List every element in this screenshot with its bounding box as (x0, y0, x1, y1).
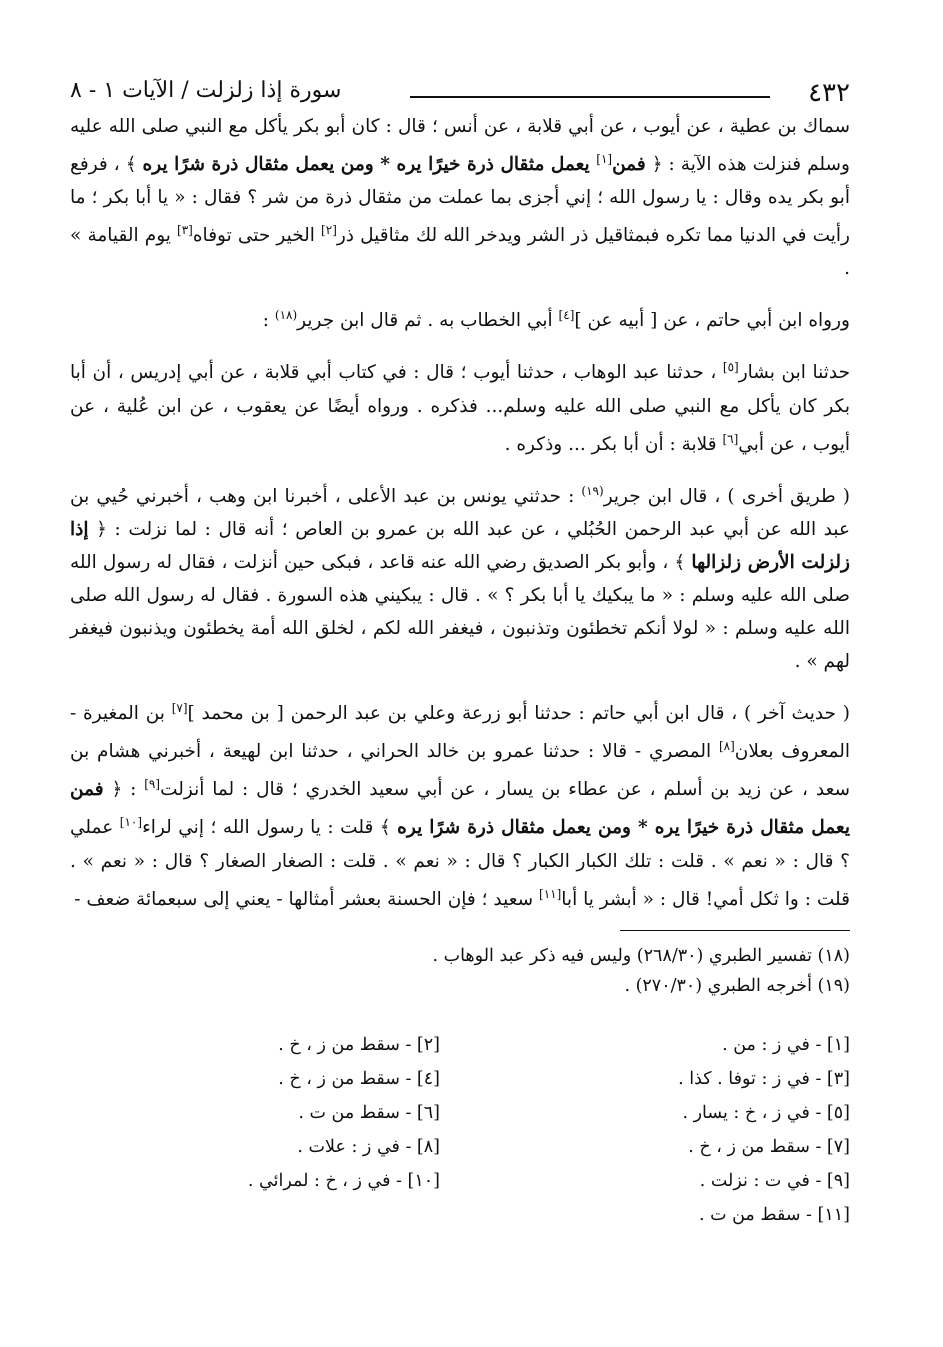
page-number: ٤٣٢ (808, 78, 850, 108)
text-run: أبي الخطاب به . ثم قال ابن جرير (297, 310, 559, 332)
text-run: ﴾ ، فرفع أبو بكر يده وقال : يا رسول الله ؛ إني أجزى بما عملت من مثقال ذرة من شر ؟ فقال : « يا أبا بكر ؛ ما رأيت في الدنيا مما تكره فبمثاقيل ذر الشر ويدخر الله لك مثاقيل ذر (70, 154, 850, 247)
text-run: سعيد ؛ فإن الحسنة بعشر أمثالها - يعني إلى سبعمائة ضعف - (74, 888, 540, 910)
note-marker: [٢] (321, 223, 337, 238)
note-marker: (١٩) (581, 483, 604, 498)
text-run: : ﴿ (103, 779, 145, 801)
paragraph (70, 475, 850, 678)
text-run: قلابة : أن أبا بكر ... وذكره . (504, 433, 723, 455)
note-marker: [٨] (718, 739, 735, 754)
note-marker: [٣] (177, 223, 193, 238)
note-marker: [٩] (144, 777, 161, 792)
text-run: بن المغيرة - المعروف بعلان (70, 703, 850, 763)
variant-note: [٦] - سقط من ت . (298, 1102, 440, 1123)
note-marker: [١] (596, 152, 613, 166)
text-run: ، حدثنا عبد الوهاب ، حدثنا أيوب ؛ قال : في كتاب أبي قلابة ، عن أبي إدريس ، أن أبا بكر كان يأكل مع النبي صلى الله عليه وسلم... فذكره . ورواه أيضًا عن يعقوب ، عن ابن عُلية ، عن أيوب ، عن أبي (70, 362, 850, 455)
text-run: ورواه ابن أبي حاتم ، عن [ أبيه عن ] (574, 310, 850, 332)
quran-verse: فمن يعمل مثقال ذرة خيرًا يره * ومن يعمل مثقال ذرة شرًا يره (70, 779, 850, 839)
note-marker: [٥] (722, 360, 739, 375)
quran-verse: فمن (612, 154, 646, 176)
footnote: (١٩) أخرجه الطبري (٢٧٠/٣٠) . (624, 975, 850, 996)
header-rule (410, 96, 770, 98)
variant-note: [٤] - سقط من ز ، خ . (278, 1068, 440, 1089)
paragraph (70, 110, 850, 285)
running-title: سورة إذا زلزلت / الآيات ١ - ٨ (70, 78, 342, 103)
text-run: حدثنا ابن بشار (738, 362, 850, 384)
text-run: : (262, 310, 275, 332)
variant-note: [١٠] - في ز ، خ : لمرائي . (247, 1170, 440, 1191)
variant-note: [١] - في ز : من . (722, 1034, 850, 1055)
text-run: ( حديث آخر ) ، قال ابن أبي حاتم : حدثنا أبو زرعة وعلي بن عبد الرحمن [ بن محمد ] (187, 703, 850, 725)
text-run: سماك بن عطية ، عن أيوب ، عن أبي قلابة ، عن أنس ؛ قال : كان أبو بكر يأكل مع النبي صلى الله عليه وسلم فنزلت هذه الآية : ﴿ (70, 116, 850, 176)
note-marker: [١١] (539, 886, 562, 901)
body-text (70, 110, 850, 916)
footnotes-rule (620, 930, 850, 931)
text-run: الخير حتى توفاه (192, 225, 322, 247)
note-marker: [١٠] (119, 815, 143, 830)
variant-note: [٥] - في ز ، خ : يسار . (682, 1102, 850, 1123)
text-run: عملي ؟ قال : « نعم » . قلت : تلك الكبار الكبار ؟ قال : « نعم » . قلت : الصغار الصغار ؟ قال : « نعم » . قلت : وا ثكل أمي! قال : « أبشر يا أبا (70, 817, 850, 910)
page-header (70, 70, 850, 110)
variant-note: [٧] - سقط من ز ، خ . (688, 1136, 850, 1157)
note-marker: (١٨) (274, 308, 298, 323)
paragraph (70, 692, 850, 916)
note-marker: [٤] (558, 308, 575, 323)
footnote: (١٨) تفسير الطبري (٢٦٨/٣٠) وليس فيه ذكر عبد الوهاب . (432, 945, 850, 966)
text-run: ﴾ ، وأبو بكر الصديق رضي الله عنه قاعد ، فبكى حين أنزلت ، فقال له رسول الله صلى الله عليه وسلم : « ما يبكيك يا أبا بكر ؟ » . قال : يبكيني هذه السورة . فقال له رسول الله صلى الله عليه وسلم : « لولا أنكم تخطئون وتذنبون ، فيغفر الله لكم ، لخلق الله أمة يخطئون ويذنبون فيغفر لهم » . (70, 551, 850, 672)
quran-verse: إذا زلزلت الأرض زلزالها (70, 518, 850, 573)
variant-note: [٨] - في ز : علات . (297, 1136, 440, 1157)
variant-note: [١١] - سقط من ت . (698, 1204, 850, 1225)
variant-note: [٢] - سقط من ز ، خ . (278, 1034, 440, 1055)
text-run: ( طريق أخرى ) ، قال ابن جرير (603, 485, 851, 507)
text-run: ﴾ قلت : يا رسول الله ؛ إني لراء (142, 817, 398, 839)
text-run: : حدثني يونس بن عبد الأعلى ، أخبرنا ابن وهب ، أخبرني حُيي بن عبد الله عن أبي عبد الرحمن الحُبُلي ، عن عبد الله بن عمرو بن العاص ؛ أنه قال : لما نزلت : ﴿ (70, 485, 850, 540)
footnotes (70, 941, 850, 1001)
book-page (70, 70, 850, 1231)
paragraph (70, 351, 850, 460)
note-marker: [٦] (722, 431, 739, 446)
paragraph (70, 299, 850, 337)
variant-note: [٩] - في ت : نزلت . (699, 1170, 850, 1191)
variant-note: [٣] - في ز : توفا . كذا . (678, 1068, 850, 1089)
quran-verse: يعمل مثقال ذرة خيرًا يره * ومن يعمل مثقال ذرة شرًا يره (142, 154, 597, 176)
text-run: يوم القيامة » . (70, 225, 850, 280)
note-marker: [٧] (171, 700, 188, 715)
text-run: المصري - قالا : حدثنا عمرو بن خالد الحراني ، حدثنا ابن لهيعة ، أخبرني هشام بن سعد ، عن زيد بن أسلم ، عن عطاء بن يسار ، عن أبي سعيد الخدري ؛ قال : لما أنزلت (70, 741, 850, 801)
manuscript-variants (70, 1029, 850, 1231)
